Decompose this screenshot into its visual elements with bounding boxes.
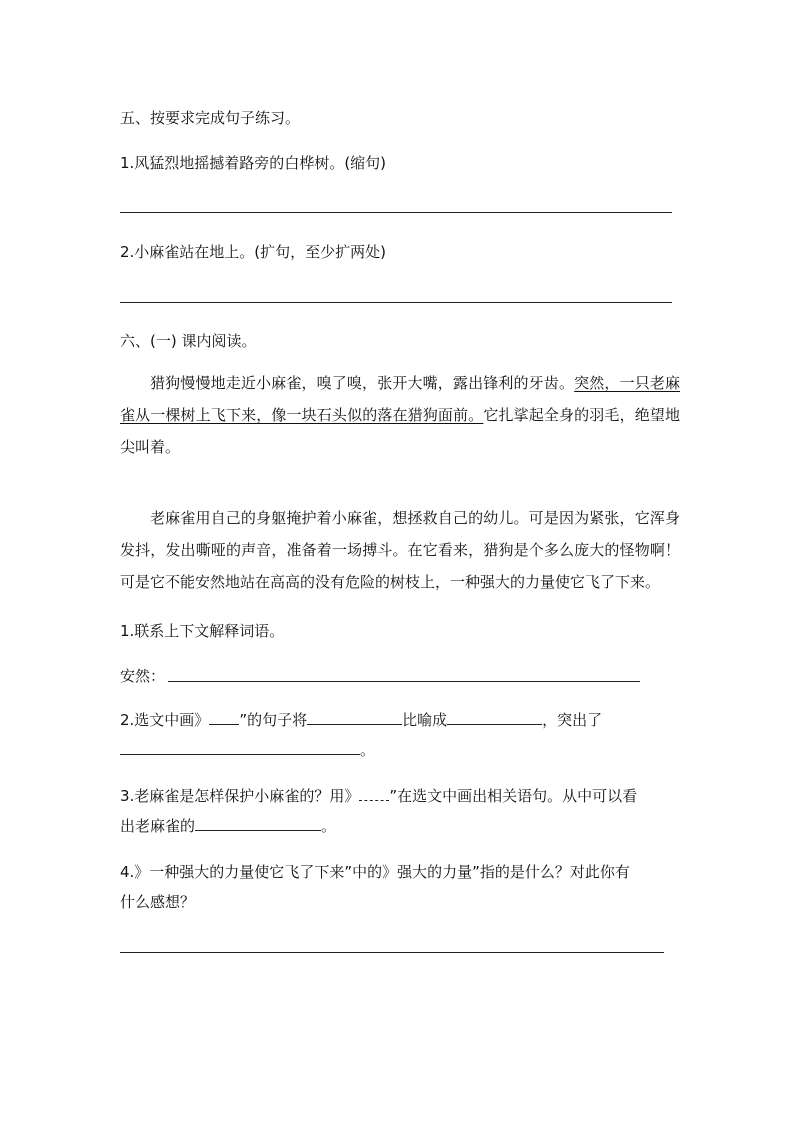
q3-end: 。 [321, 817, 337, 835]
q2-blank-metaphor[interactable] [447, 710, 542, 725]
reading-question-1-word-row [120, 666, 165, 686]
q2-blank-subject[interactable] [307, 710, 402, 725]
reading-question-3 [120, 786, 637, 806]
answer-line-anran[interactable] [168, 681, 640, 682]
answer-line-q4[interactable] [120, 952, 664, 953]
q2-text-1: 2.选文中画》 [120, 711, 210, 729]
reading-question-2 [120, 710, 602, 730]
word-anran-label: 安然： [120, 667, 166, 685]
q3-text-3: 出老麻雀的 [120, 817, 196, 835]
paragraph-1-text-before: 猎狗慢慢地走近小麻雀，嗅了嗅，张开大嘴，露出锋利的牙齿。 [150, 374, 575, 392]
reading-question-2-line-2 [120, 740, 375, 760]
paragraph-1-underlined-sentence: 突然，一只老麻雀从一棵树上飞下来，像一块石头似的落在猎狗面前。 [120, 374, 680, 424]
q3-text-2: ”在选文中画出相关语句。从中可以看 [389, 787, 638, 805]
section-five-question-1: 1.风猛烈地摇撼着路旁的白桦树。(缩句) [120, 154, 387, 172]
reading-question-1: 1.联系上下文解释词语。 [120, 622, 285, 640]
q2-text-4: ，突出了 [542, 711, 603, 729]
q2-text-3: 比喻成 [402, 711, 448, 729]
reading-question-4-line-2: 什么感想？ [120, 893, 196, 911]
reading-paragraph-1 [120, 367, 680, 463]
reading-paragraph-2: 老麻雀用自己的身躯掩护着小麻雀，想拯救自己的幼儿。可是因为紧张，它浑身发抖，发出嘶哑的声音，准备着一场搏斗。在它看来，猎狗是个多么庞大的怪物啊！可是它不能安然地站在高高的没有危险的树枝上，一种强大的力量使它飞了下来。 [120, 509, 680, 591]
paragraph-1-text-after: 它扎挲起全身的羽毛，绝望地尖叫着。 [120, 406, 680, 456]
q2-blank-highlight[interactable] [120, 740, 360, 755]
q3-blank-answer[interactable] [195, 816, 321, 831]
reading-question-3-line-2 [120, 816, 336, 836]
answer-line-5-1[interactable] [120, 212, 672, 213]
section-five-heading: 五、按要求完成句子练习。 [120, 109, 301, 127]
reading-question-4: 4.》一种强大的力量使它飞了下来”中的》强大的力量”指的是什么？对此你有 [120, 863, 630, 881]
q3-text-1: 3.老麻雀是怎样保护小麻雀的？用》 [120, 787, 360, 805]
q2-mark-blank[interactable] [209, 710, 239, 725]
q2-text-2: ”的句子将 [239, 711, 308, 729]
q3-mark-blank[interactable] [359, 786, 389, 801]
section-five-question-2: 2.小麻雀站在地上。(扩句，至少扩两处) [120, 243, 387, 261]
q2-end: 。 [360, 741, 376, 759]
section-six-heading: 六、(一) 课内阅读。 [120, 332, 257, 350]
answer-line-5-2[interactable] [120, 302, 672, 303]
